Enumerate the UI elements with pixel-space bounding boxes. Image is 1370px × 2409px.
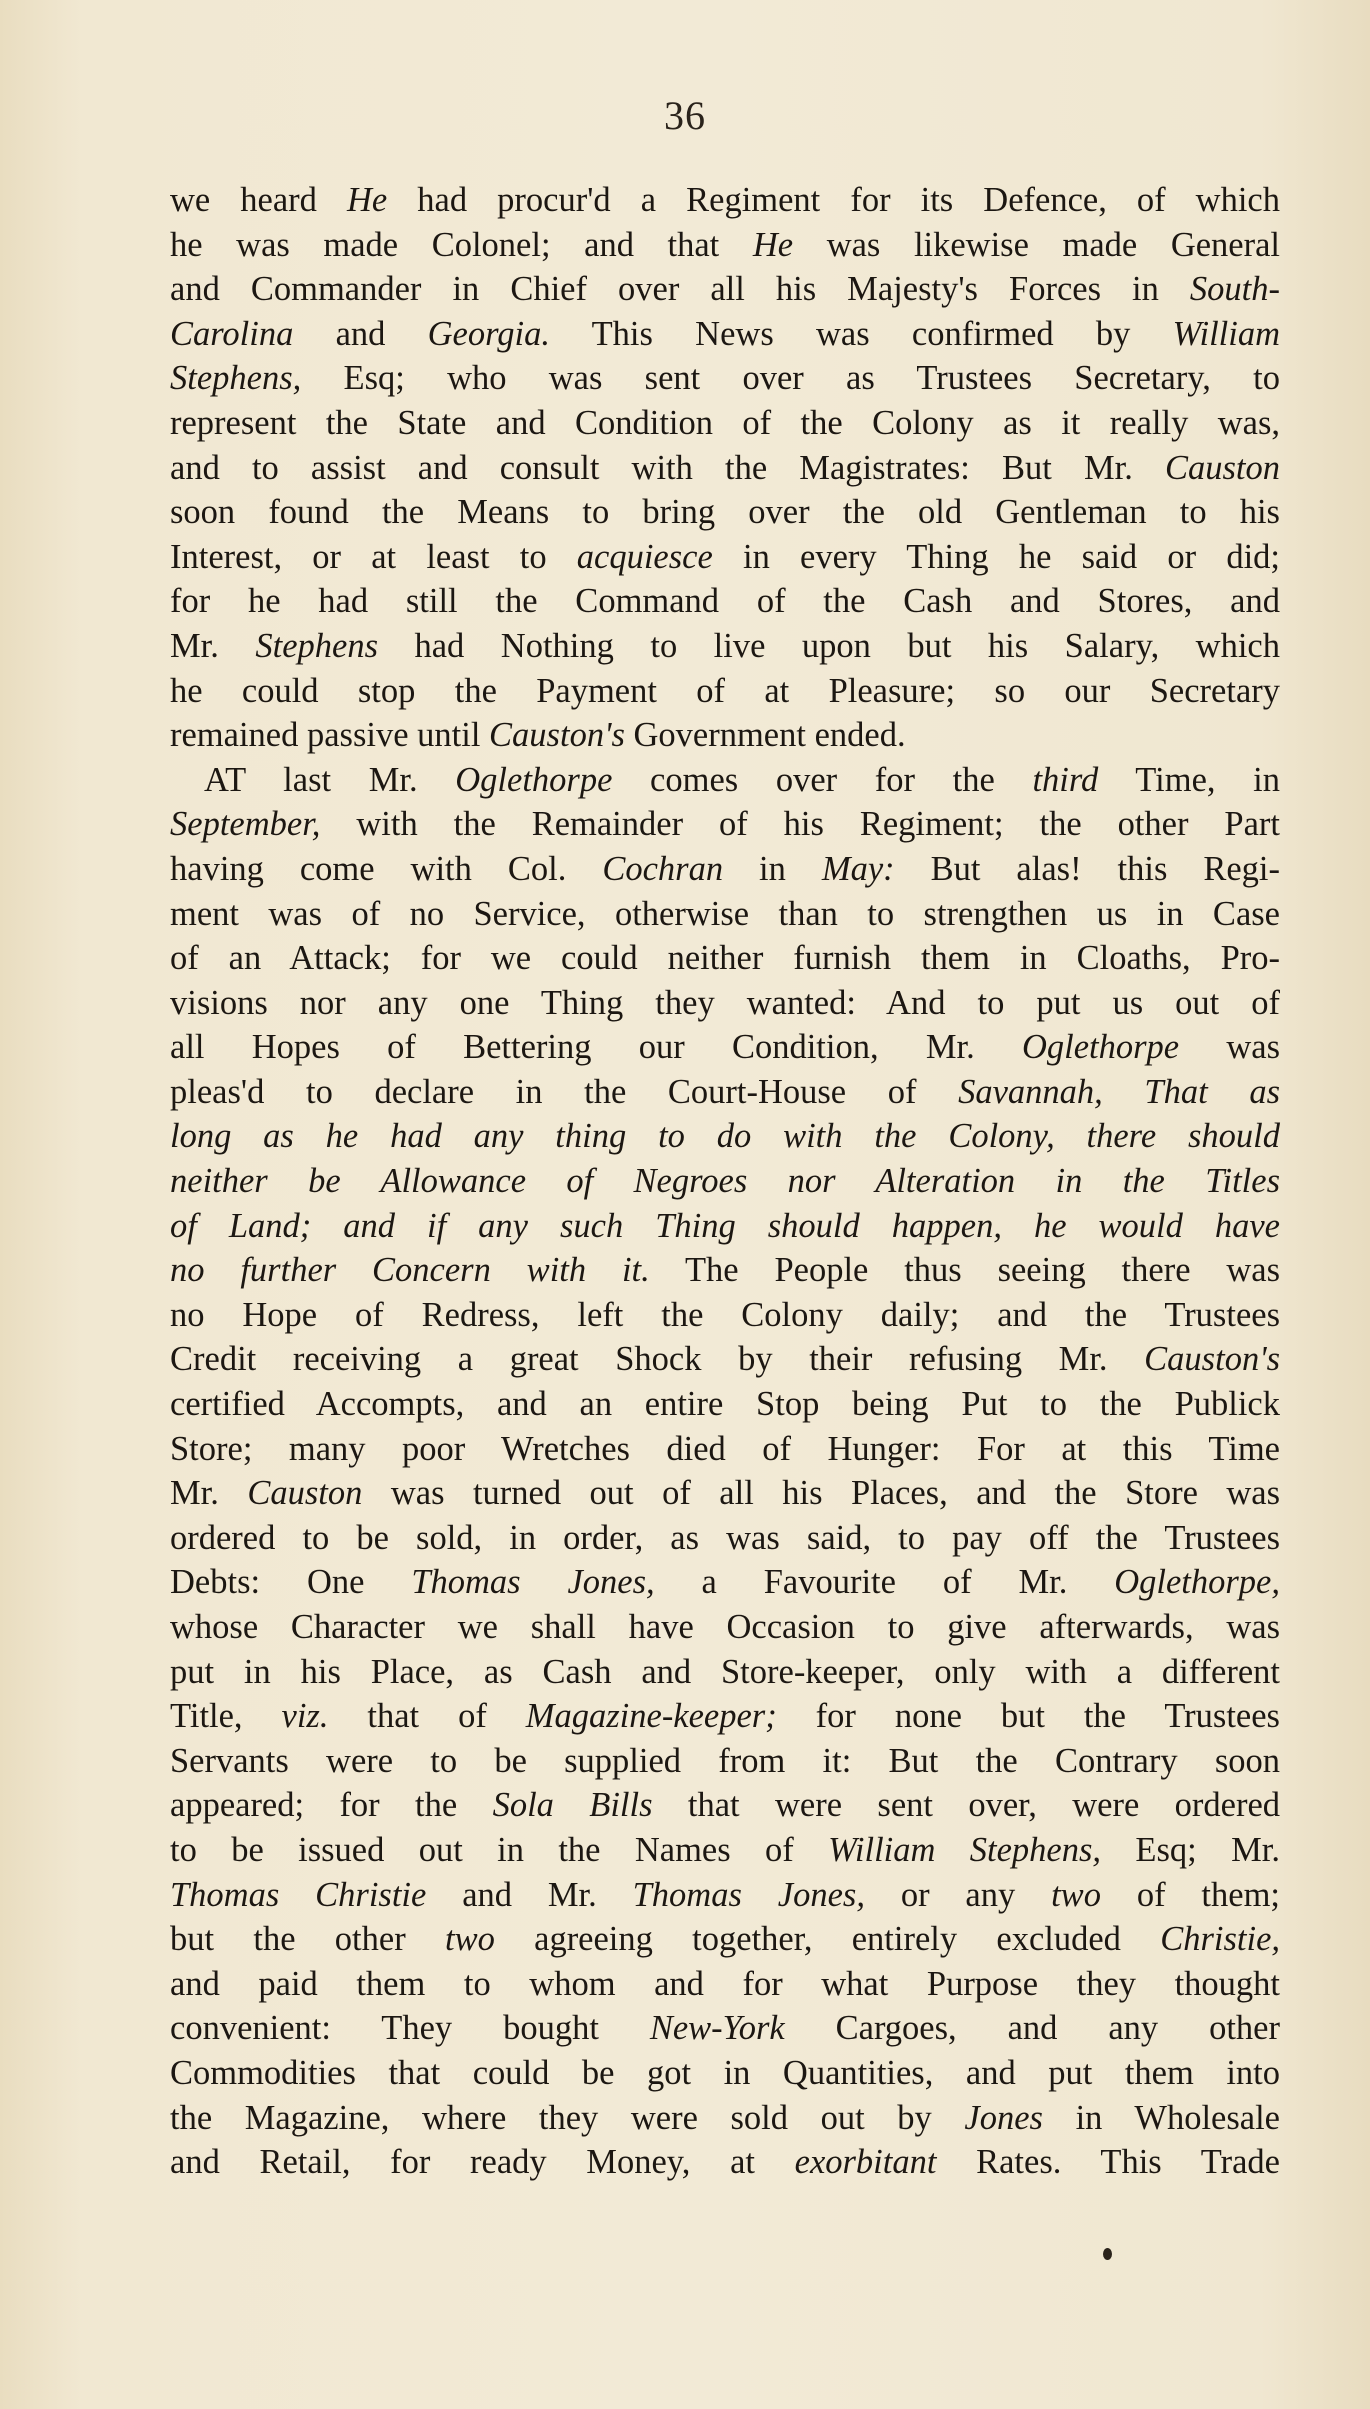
text-run: soon found the Means to bring over the old Gentleman to his bbox=[170, 493, 1280, 532]
text-run: This News was confirmed by bbox=[549, 314, 1173, 353]
page-number: 36 bbox=[664, 93, 706, 138]
italic-text: of Land; and if any such Thing should happen, he would have bbox=[170, 1206, 1280, 1245]
italic-text: South- bbox=[1189, 270, 1280, 309]
italic-text: Cochran bbox=[602, 849, 724, 888]
italic-text: Magazine-keeper; bbox=[525, 1697, 777, 1736]
text-run: agreeing together, entirely excluded bbox=[494, 1920, 1161, 1959]
text-line bbox=[170, 2140, 1280, 2185]
text-line bbox=[170, 1560, 1280, 1605]
italic-text: Christie, bbox=[1160, 1920, 1281, 1959]
italic-text: third bbox=[1032, 760, 1099, 799]
text-run: and Retail, for ready Money, at bbox=[170, 2143, 795, 2182]
text-line bbox=[170, 847, 1280, 892]
text-line bbox=[170, 1873, 1280, 1918]
text-run: Title, bbox=[170, 1697, 282, 1736]
text-run: comes over for the bbox=[612, 760, 1033, 799]
text-line bbox=[170, 1694, 1280, 1739]
text-line bbox=[170, 490, 1280, 535]
italic-text: Thomas Jones, bbox=[411, 1563, 655, 1602]
text-line bbox=[170, 1025, 1280, 1070]
italic-text: acquiesce bbox=[576, 537, 713, 576]
text-run: no Hope of Redress, left the Colony daily; and the Trustees bbox=[170, 1295, 1280, 1334]
text-run: a Favourite of Mr. bbox=[654, 1563, 1115, 1602]
text-run: certified Accompts, and an entire Stop being Put to the Publick bbox=[170, 1385, 1280, 1424]
text-run: and Commander in Chief over all his Majesty's Forces in bbox=[170, 270, 1190, 309]
italic-text: Stephens bbox=[255, 626, 379, 665]
text-line bbox=[170, 1471, 1280, 1516]
text-line bbox=[170, 1516, 1280, 1561]
text-line bbox=[170, 713, 1280, 758]
text-run: and Mr. bbox=[426, 1875, 633, 1914]
text-run: and bbox=[293, 314, 428, 353]
italic-text: Thomas Christie bbox=[170, 1875, 427, 1914]
italic-text: Georgia. bbox=[427, 314, 550, 353]
italic-text: two bbox=[444, 1920, 495, 1959]
text-run: Esq; Mr. bbox=[1101, 1830, 1280, 1869]
text-run: for he had still the Command of the Cash and Stores, and bbox=[170, 582, 1280, 621]
text-line bbox=[170, 1382, 1280, 1427]
text-line bbox=[170, 1159, 1280, 1204]
text-line bbox=[170, 802, 1280, 847]
text-line bbox=[170, 1248, 1280, 1293]
italic-text: New-York bbox=[649, 2009, 785, 2048]
text-run: Cargoes, and any other bbox=[784, 2009, 1280, 2048]
text-run: represent the State and Condition of the Colony as it really was, bbox=[170, 403, 1280, 442]
text-line bbox=[170, 892, 1280, 937]
text-run: Mr. bbox=[170, 626, 256, 665]
text-line bbox=[170, 1293, 1280, 1338]
italic-text: Jones bbox=[964, 2098, 1043, 2137]
text-line bbox=[170, 312, 1280, 357]
text-run: pleas'd to declare in the Court-House of bbox=[170, 1072, 959, 1111]
text-run: Servants were to be supplied from it: But the Contrary soon bbox=[170, 1741, 1280, 1780]
italic-text: two bbox=[1051, 1875, 1101, 1914]
italic-text: long as he had any thing to do with the Colony, there should bbox=[170, 1117, 1280, 1156]
italic-text: neither be Allowance of Negroes nor Alteration in the Titles bbox=[170, 1162, 1280, 1201]
italic-text: William Stephens, bbox=[828, 1830, 1102, 1869]
italic-text: Causton bbox=[247, 1474, 363, 1513]
text-run: of an Attack; for we could neither furnish them in Cloaths, Pro- bbox=[170, 939, 1280, 978]
italic-text: William bbox=[1172, 314, 1280, 353]
italic-text: Stephens, bbox=[170, 359, 302, 398]
text-line bbox=[170, 1070, 1280, 1115]
text-line bbox=[170, 2096, 1280, 2141]
italic-text: Thomas Jones, bbox=[632, 1875, 865, 1914]
text-run: Debts: One bbox=[170, 1563, 412, 1602]
italic-text: Carolina bbox=[170, 314, 294, 353]
text-line bbox=[170, 2006, 1280, 2051]
text-run: Commodities that could be got in Quantities, and put them into bbox=[170, 2053, 1280, 2092]
text-run: the Magazine, where they were sold out by bbox=[170, 2098, 965, 2137]
italic-text: Oglethorpe, bbox=[1114, 1563, 1280, 1602]
text-run: Store; many poor Wretches died of Hunger: For at this Time bbox=[170, 1429, 1280, 1468]
ink-speck bbox=[1103, 2248, 1112, 2260]
text-run: had Nothing to live upon but his Salary, which bbox=[378, 626, 1280, 665]
text-run: but the other bbox=[170, 1920, 445, 1959]
text-run: convenient: They bought bbox=[170, 2009, 650, 2048]
text-run: and to assist and consult with the Magistrates: But Mr. bbox=[170, 448, 1165, 487]
italic-text: Causton's bbox=[489, 716, 625, 755]
body-text bbox=[170, 178, 1280, 2185]
text-line bbox=[170, 267, 1280, 312]
italic-text: no further Concern with it. bbox=[170, 1251, 650, 1290]
text-line bbox=[170, 579, 1280, 624]
text-run: in bbox=[723, 849, 822, 888]
text-run: of them; bbox=[1100, 1875, 1280, 1914]
text-line bbox=[170, 936, 1280, 981]
text-line bbox=[170, 1917, 1280, 1962]
text-run: The People thus seeing there was bbox=[649, 1251, 1280, 1290]
italic-text: Savannah, That as bbox=[958, 1072, 1280, 1111]
text-run: and paid them to whom and for what Purpose they thought bbox=[170, 1964, 1280, 2003]
text-line bbox=[170, 401, 1280, 446]
text-line bbox=[170, 223, 1280, 268]
text-run: he was made Colonel; and that bbox=[170, 225, 753, 264]
italic-text: Causton's bbox=[1144, 1340, 1280, 1379]
italic-text: exorbitant bbox=[794, 2143, 937, 2182]
text-line bbox=[170, 178, 1280, 223]
text-run: Time, in bbox=[1098, 760, 1280, 799]
text-run: remained passive until bbox=[170, 716, 490, 755]
text-run: Government ended. bbox=[624, 716, 906, 755]
text-run: for none but the Trustees bbox=[776, 1697, 1280, 1736]
text-line bbox=[170, 1204, 1280, 1249]
italic-text: Oglethorpe bbox=[1021, 1028, 1180, 1067]
text-run: ordered to be sold, in order, as was said, to pay off the Trustees bbox=[170, 1518, 1280, 1557]
text-line bbox=[170, 1739, 1280, 1784]
text-run: appeared; for the bbox=[170, 1786, 493, 1825]
text-line bbox=[170, 446, 1280, 491]
text-run: all Hopes of Bettering our Condition, Mr. bbox=[170, 1028, 1022, 1067]
italic-text: He bbox=[752, 225, 794, 264]
text-line bbox=[170, 1828, 1280, 1873]
italic-text: September, bbox=[170, 805, 321, 844]
text-run: visions nor any one Thing they wanted: And to put us out of bbox=[170, 983, 1280, 1022]
text-line bbox=[170, 1114, 1280, 1159]
text-line bbox=[170, 1337, 1280, 1382]
text-line bbox=[170, 535, 1280, 580]
text-run: in every Thing he said or did; bbox=[712, 537, 1280, 576]
text-run: he could stop the Payment of at Pleasure; so our Secretary bbox=[170, 671, 1280, 710]
text-run: Rates. This Trade bbox=[936, 2143, 1280, 2182]
text-line bbox=[170, 669, 1280, 714]
italic-text: viz. bbox=[281, 1697, 329, 1736]
text-run: Mr. bbox=[170, 1474, 248, 1513]
text-run: put in his Place, as Cash and Store-keeper, only with a different bbox=[170, 1652, 1280, 1691]
text-run: But alas! this Regi- bbox=[894, 849, 1280, 888]
text-line bbox=[170, 1783, 1280, 1828]
text-run: Credit receiving a great Shock by their refusing Mr. bbox=[170, 1340, 1145, 1379]
text-run: or any bbox=[864, 1875, 1052, 1914]
text-run: having come with Col. bbox=[170, 849, 603, 888]
text-line bbox=[170, 1427, 1280, 1472]
text-run: Esq; who was sent over as Trustees Secretary, to bbox=[301, 359, 1280, 398]
text-run: we heard bbox=[170, 181, 347, 219]
text-run: was likewise made General bbox=[793, 225, 1280, 264]
italic-text: May: bbox=[821, 849, 895, 888]
text-run: AT last Mr. bbox=[204, 760, 456, 799]
italic-text: Sola Bills bbox=[492, 1786, 653, 1825]
text-line bbox=[170, 1605, 1280, 1650]
text-run: that were sent over, were ordered bbox=[652, 1786, 1281, 1825]
italic-text: He bbox=[346, 181, 388, 219]
text-line bbox=[170, 1650, 1280, 1695]
text-run: that of bbox=[328, 1697, 526, 1736]
text-line bbox=[170, 624, 1280, 669]
text-run: in Wholesale bbox=[1042, 2098, 1280, 2137]
text-line bbox=[170, 758, 1280, 803]
text-run: Interest, or at least to bbox=[170, 537, 577, 576]
text-line bbox=[170, 2051, 1280, 2096]
italic-text: Oglethorpe bbox=[455, 760, 613, 799]
text-run: whose Character we shall have Occasion to give afterwards, was bbox=[170, 1608, 1280, 1646]
text-run: was bbox=[1179, 1028, 1281, 1067]
text-line bbox=[170, 1962, 1280, 2007]
italic-text: Causton bbox=[1164, 448, 1280, 487]
text-run: was turned out of all his Places, and the Store was bbox=[362, 1474, 1281, 1513]
text-run: to be issued out in the Names of bbox=[170, 1830, 829, 1869]
text-line bbox=[170, 356, 1280, 401]
text-line bbox=[170, 981, 1280, 1026]
text-run: with the Remainder of his Regiment; the other Part bbox=[320, 805, 1280, 844]
text-run: ment was of no Service, otherwise than to strengthen us in Case bbox=[170, 894, 1280, 933]
text-run: had procur'd a Regiment for its Defence, of which bbox=[387, 181, 1280, 219]
